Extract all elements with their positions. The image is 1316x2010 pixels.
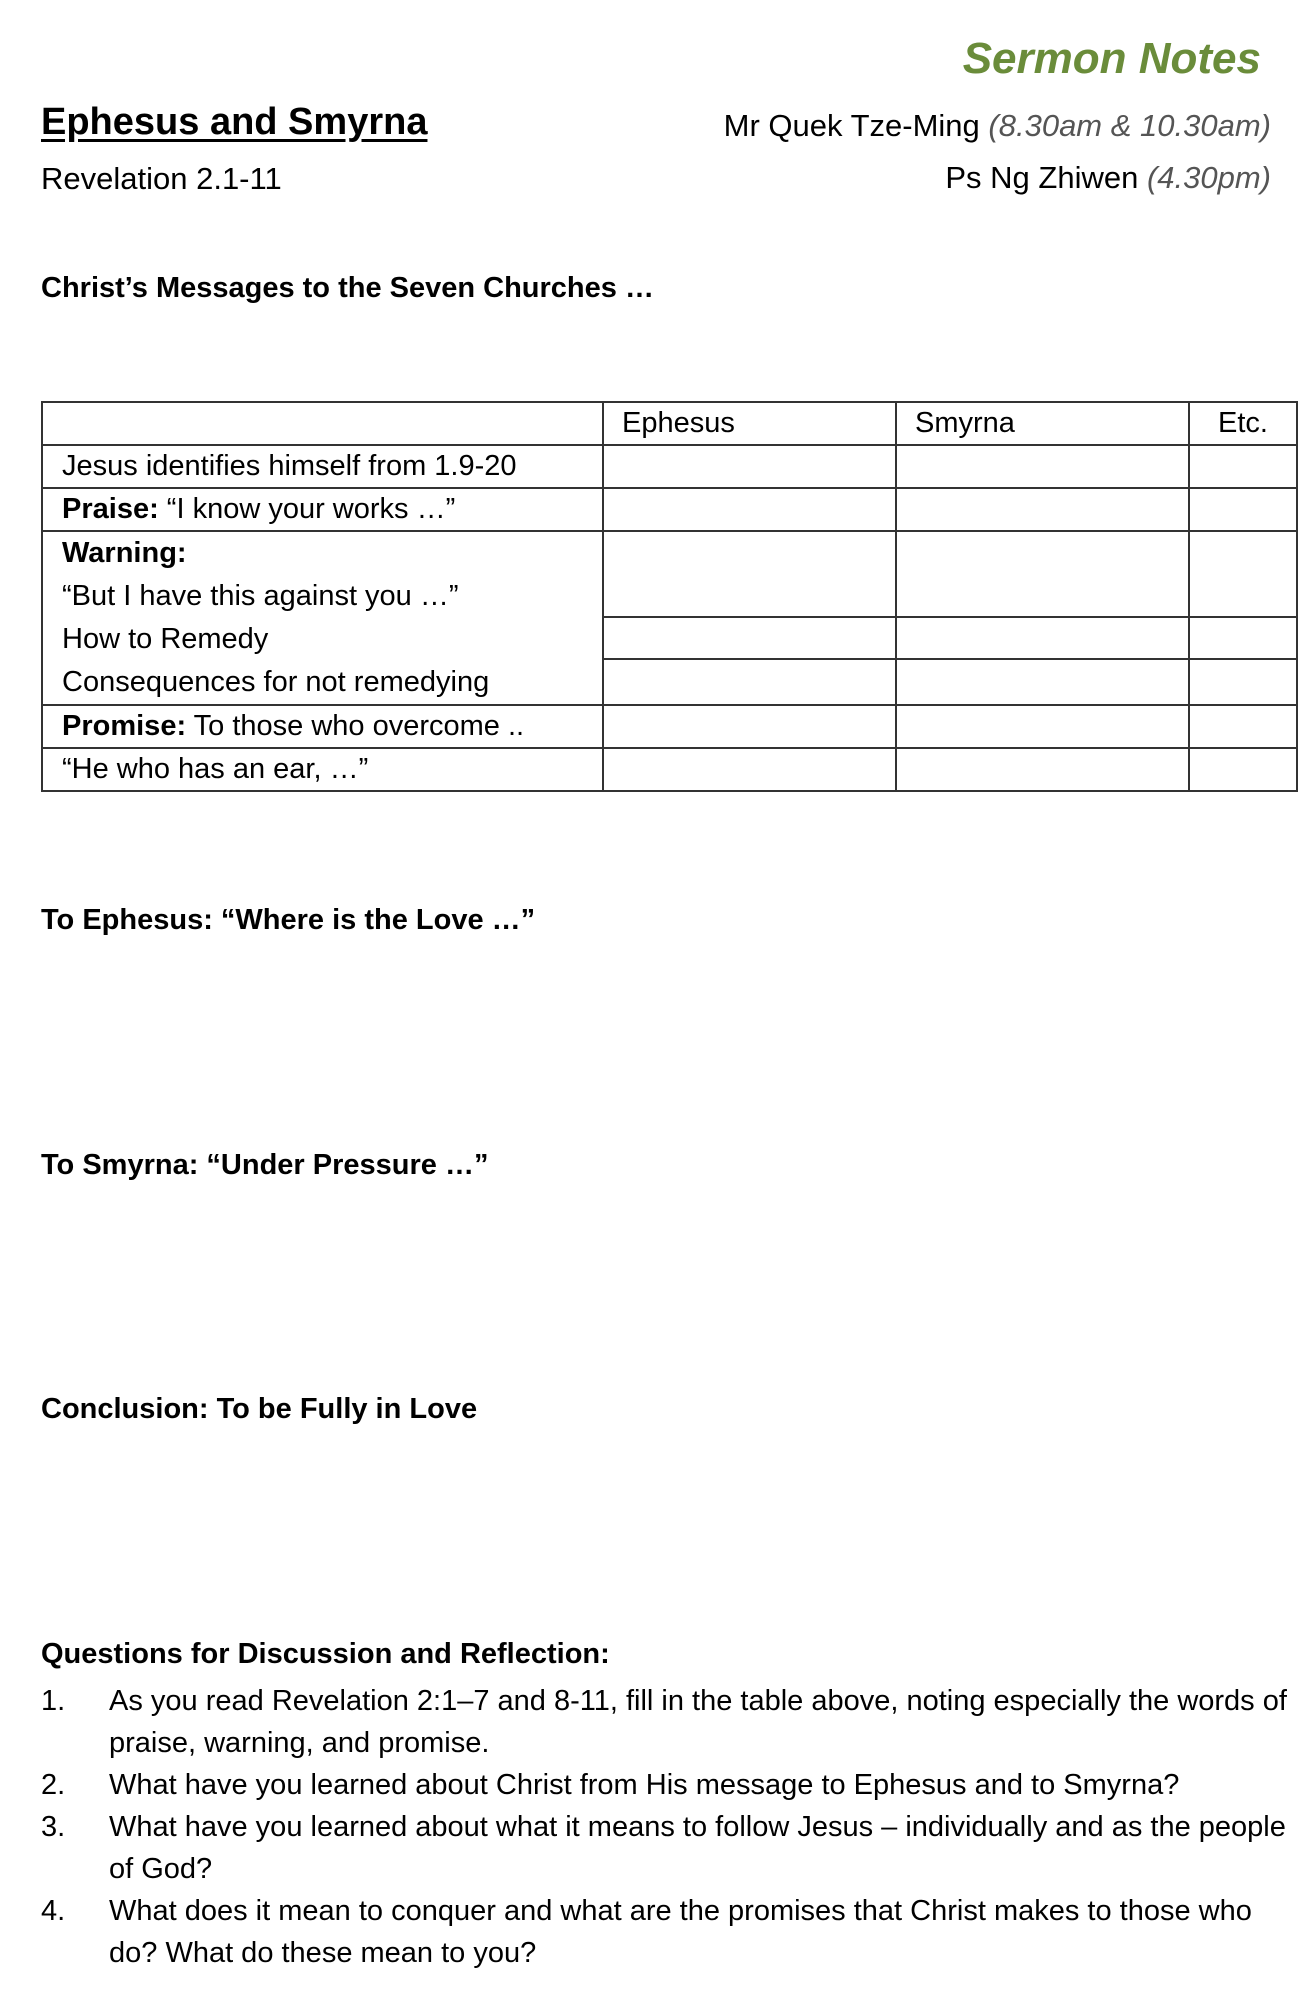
question-text: What does it mean to conquer and what are the promises that Christ makes to those who do? What do these mean to you? bbox=[109, 1895, 1252, 1969]
speaker-1-times: (8.30am & 10.30am) bbox=[988, 108, 1271, 143]
cell-etc-warning-group bbox=[1189, 531, 1297, 705]
table-header-blank bbox=[42, 402, 603, 445]
cell-smyrna-warning[interactable] bbox=[897, 532, 1188, 618]
questions-heading: Questions for Discussion and Reflection: bbox=[41, 1638, 610, 1670]
cell-smyrna-ear[interactable] bbox=[896, 748, 1189, 791]
list-item bbox=[41, 1806, 1291, 1890]
questions-list bbox=[41, 1680, 1291, 1974]
promise-label: Promise: bbox=[62, 710, 187, 742]
question-text: What have you learned about what it means to follow Jesus – individually and as the people of God? bbox=[109, 1811, 1286, 1885]
speaker-1 bbox=[724, 108, 1271, 144]
cell-ephesus-ear[interactable] bbox=[603, 748, 896, 791]
table-row bbox=[42, 531, 1297, 705]
question-number: 1. bbox=[41, 1685, 66, 1717]
question-number: 2. bbox=[41, 1769, 66, 1801]
question-number: 3. bbox=[41, 1811, 66, 1843]
cell-ephesus-warning[interactable] bbox=[604, 532, 895, 618]
question-text: What have you learned about Christ from His message to Ephesus and to Smyrna? bbox=[109, 1769, 1180, 1801]
list-item bbox=[41, 1890, 1291, 1974]
speaker-2-times: (4.30pm) bbox=[1146, 160, 1271, 195]
cell-ephesus-praise[interactable] bbox=[603, 488, 896, 531]
cell-etc-remedy[interactable] bbox=[1190, 618, 1296, 660]
consequences-label: Consequences for not remedying bbox=[62, 666, 490, 698]
cell-etc-ear[interactable] bbox=[1189, 748, 1297, 791]
sermon-notes-brand: Sermon Notes bbox=[962, 34, 1261, 83]
cell-etc-identity[interactable] bbox=[1189, 445, 1297, 488]
cell-ephesus-consequences[interactable] bbox=[604, 660, 895, 702]
row-label-warning bbox=[42, 531, 603, 705]
praise-label: Praise: bbox=[62, 493, 159, 525]
praise-text: “I know your works …” bbox=[158, 493, 456, 525]
table-row bbox=[42, 748, 1297, 791]
scripture-passage: Revelation 2.1-11 bbox=[41, 161, 282, 196]
row-label-praise bbox=[42, 488, 603, 531]
warning-label: Warning: bbox=[62, 537, 187, 569]
messages-heading: Christ’s Messages to the Seven Churches … bbox=[41, 272, 654, 304]
table-row bbox=[42, 445, 1297, 488]
table-header-etc: Etc. bbox=[1189, 402, 1297, 445]
cell-etc-praise[interactable] bbox=[1189, 488, 1297, 531]
cell-ephesus-warning-group bbox=[603, 531, 896, 705]
cell-smyrna-promise[interactable] bbox=[896, 705, 1189, 748]
cell-etc-warning[interactable] bbox=[1190, 532, 1296, 618]
speaker-1-name: Mr Quek Tze-Ming bbox=[723, 108, 980, 143]
speaker-2-name: Ps Ng Zhiwen bbox=[945, 160, 1139, 195]
speaker-2 bbox=[945, 160, 1271, 196]
table-header-ephesus: Ephesus bbox=[603, 402, 896, 445]
cell-smyrna-consequences[interactable] bbox=[897, 660, 1188, 702]
question-text: As you read Revelation 2:1–7 and 8-11, fill in the table above, noting especially the words of praise, warning, and promise. bbox=[109, 1685, 1287, 1759]
promise-text: To those who overcome .. bbox=[186, 710, 525, 742]
list-item bbox=[41, 1680, 1291, 1764]
churches-table bbox=[41, 401, 1298, 792]
cell-etc-promise[interactable] bbox=[1189, 705, 1297, 748]
list-item bbox=[41, 1764, 1291, 1806]
cell-smyrna-warning-group bbox=[896, 531, 1189, 705]
ephesus-heading: To Ephesus: “Where is the Love …” bbox=[41, 904, 536, 936]
row-label-ear: “He who has an ear, …” bbox=[42, 748, 603, 791]
cell-ephesus-promise[interactable] bbox=[603, 705, 896, 748]
table-header-smyrna: Smyrna bbox=[896, 402, 1189, 445]
cell-ephesus-identity[interactable] bbox=[603, 445, 896, 488]
cell-etc-consequences[interactable] bbox=[1190, 660, 1296, 702]
cell-smyrna-remedy[interactable] bbox=[897, 618, 1188, 660]
cell-smyrna-identity[interactable] bbox=[896, 445, 1189, 488]
remedy-label: How to Remedy bbox=[62, 623, 269, 655]
row-label-identity: Jesus identifies himself from 1.9-20 bbox=[42, 445, 603, 488]
table-header-row bbox=[42, 402, 1297, 445]
warning-quote: “But I have this against you …” bbox=[62, 580, 459, 612]
cell-smyrna-praise[interactable] bbox=[896, 488, 1189, 531]
sermon-title: Ephesus and Smyrna bbox=[41, 101, 428, 143]
cell-ephesus-remedy[interactable] bbox=[604, 618, 895, 660]
smyrna-heading: To Smyrna: “Under Pressure …” bbox=[41, 1149, 489, 1181]
table-row bbox=[42, 488, 1297, 531]
row-label-promise bbox=[42, 705, 603, 748]
conclusion-heading: Conclusion: To be Fully in Love bbox=[41, 1393, 478, 1425]
question-number: 4. bbox=[41, 1895, 66, 1927]
table-row bbox=[42, 705, 1297, 748]
